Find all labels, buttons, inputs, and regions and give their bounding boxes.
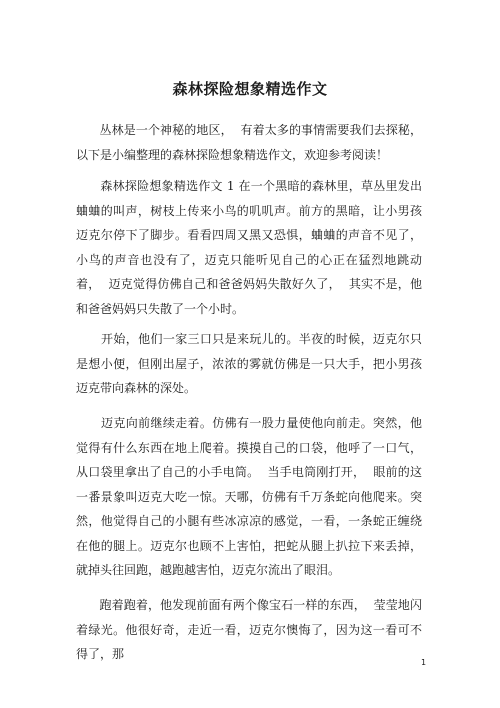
body-paragraph: 迈克向前继续走着。仿佛有一股力量使他向前走。突然，他觉得有什么东西在地上爬着。摸摸自己的口袋，他呼了一口气，从口袋里拿出了自己的小手电筒。 当手电筒刚打开， 眼前的这一番景象叫迈克大吃一惊。天哪，仿佛有千万条蛇向他爬来。突然，他觉得自己的小腿有些冰凉凉的感觉，一看，一条蛇正缠绕在他的腿上。迈克尔也顾不上害怕，把蛇从腿上扒拉下来丢掉，就掉头往回跑，越跑越害怕，迈克尔流出了眼泪。 [76, 416, 422, 577]
body-paragraph: 开始，他们一家三口只是来玩儿的。半夜的时候，迈克尔只是想小便，但刚出屋子，浓浓的雾就仿佛是一只大手，把小男孩迈克带向森林的深处。 [76, 332, 422, 395]
page-number: 1 [421, 658, 427, 667]
document-title: 森林探险想象精选作文 [172, 80, 328, 98]
intro-paragraph: 丛林是一个神秘的地区， 有着太多的事情需要我们去探秘， 以下是小编整理的森林探险想象精选作文，欢迎参考阅读！ [76, 123, 430, 162]
body-paragraph: 跑着跑着，他发现前面有两个像宝石一样的东西， 莹莹地闪着绿光。他很好奇，走近一看，迈克尔懊悔了，因为这一看可不得了，那 [76, 598, 423, 661]
body-paragraph: 森林探险想象精选作文 1 在一个黑暗的森林里，草丛里发出蛐蛐的叫声，树枝上传来小鸟的叽叽声。前方的黑暗，让小男孩迈克尔停下了脚步。看看四周又黑又恐惧，蛐蛐的声音不见了，小鸟的声音也没有了，迈克只能听见自己的心正在猛烈地跳动着， 迈克觉得仿佛自己和爸爸妈妈失散好久了， 其实不是，他和爸爸妈妈只失散了一个小时。 [76, 179, 422, 316]
